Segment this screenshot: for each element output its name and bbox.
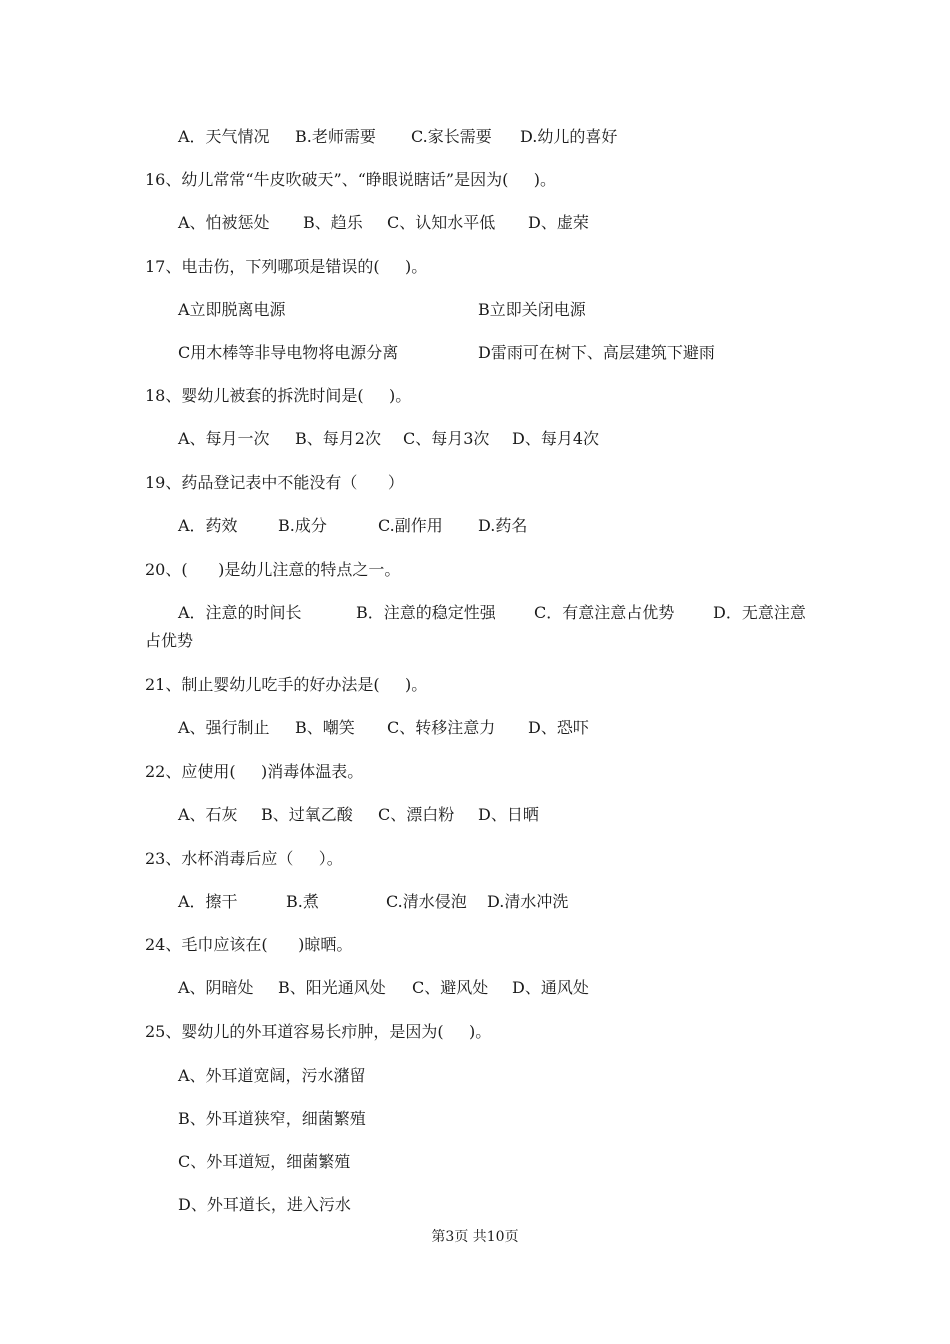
q25-stem: 25、婴幼儿的外耳道容易长疖肿，是因为( )。 [145, 1022, 492, 1041]
q19-option-d: D.药名 [478, 516, 528, 535]
q21-option-b: B、嘲笑 [295, 718, 355, 737]
q15-option-a: A．天气情况 [178, 127, 270, 146]
q15-option-d: D.幼儿的喜好 [520, 127, 618, 146]
q20-option-b: B．注意的稳定性强 [356, 603, 496, 622]
q16-option-a: A、怕被惩处 [178, 213, 270, 232]
q22-option-c: C、漂白粉 [378, 805, 455, 824]
q23-option-b: B.煮 [286, 892, 319, 911]
q22-option-a: A、石灰 [178, 805, 238, 824]
q25-option-a: A、外耳道宽阔，污水潴留 [178, 1066, 366, 1085]
q23-stem: 23、水杯消毒后应（ ）。 [145, 849, 343, 868]
q24-option-d: D、通风处 [512, 978, 589, 997]
q25-option-b: B、外耳道狭窄，细菌繁殖 [178, 1109, 366, 1128]
q17-option-b: B立即关闭电源 [478, 300, 586, 319]
q24-stem: 24、毛巾应该在( )晾晒。 [145, 935, 353, 954]
q20-option-d-continuation: 占优势 [145, 631, 194, 650]
q17-option-d: D雷雨可在树下、高层建筑下避雨 [478, 343, 715, 362]
q23-option-c: C.清水侵泡 [386, 892, 467, 911]
q19-option-a: A．药效 [178, 516, 238, 535]
q20-option-a: A．注意的时间长 [178, 603, 302, 622]
q16-option-b: B、趋乐 [303, 213, 363, 232]
q21-option-c: C、转移注意力 [387, 718, 496, 737]
q16-option-d: D、虚荣 [528, 213, 589, 232]
q22-option-d: D、日晒 [478, 805, 539, 824]
q22-option-b: B、过氧乙酸 [261, 805, 353, 824]
q24-option-c: C、避风处 [412, 978, 489, 997]
q21-stem: 21、制止婴幼儿吃手的好办法是( )。 [145, 675, 428, 694]
q17-option-a: A立即脱离电源 [178, 300, 286, 319]
q20-option-c: C．有意注意占优势 [534, 603, 675, 622]
q19-stem: 19、药品登记表中不能没有（ ） [145, 473, 404, 492]
q24-option-b: B、阳光通风处 [278, 978, 386, 997]
q23-option-d: D.清水冲洗 [487, 892, 569, 911]
q16-option-c: C、认知水平低 [387, 213, 496, 232]
q21-option-a: A、强行制止 [178, 718, 270, 737]
q25-option-d: D、外耳道长，进入污水 [178, 1195, 351, 1214]
q21-option-d: D、恐吓 [528, 718, 589, 737]
q20-stem: 20、( )是幼儿注意的特点之一。 [145, 560, 401, 579]
q18-option-b: B、每月2次 [295, 429, 381, 448]
q18-option-c: C、每月3次 [403, 429, 490, 448]
q23-option-a: A．擦干 [178, 892, 238, 911]
q18-stem: 18、婴幼儿被套的拆洗时间是( )。 [145, 386, 412, 405]
q18-option-d: D、每月4次 [512, 429, 600, 448]
q16-stem: 16、幼儿常常“牛皮吹破天”、“睁眼说瞎话”是因为( )。 [145, 170, 556, 189]
q17-stem: 17、电击伤，下列哪项是错误的( )。 [145, 257, 428, 276]
q17-option-c: C用木棒等非导电物将电源分离 [178, 343, 399, 362]
q18-option-a: A、每月一次 [178, 429, 270, 448]
q19-option-c: C.副作用 [378, 516, 443, 535]
q22-stem: 22、应使用( )消毒体温表。 [145, 762, 364, 781]
q20-option-d: D．无意注意 [713, 603, 806, 622]
q15-option-c: C.家长需要 [411, 127, 492, 146]
q19-option-b: B.成分 [278, 516, 327, 535]
page-number-footer: 第3页 共10页 [431, 1229, 519, 1245]
q15-option-b: B.老师需要 [295, 127, 376, 146]
q25-option-c: C、外耳道短，细菌繁殖 [178, 1152, 351, 1171]
q24-option-a: A、阴暗处 [178, 978, 254, 997]
